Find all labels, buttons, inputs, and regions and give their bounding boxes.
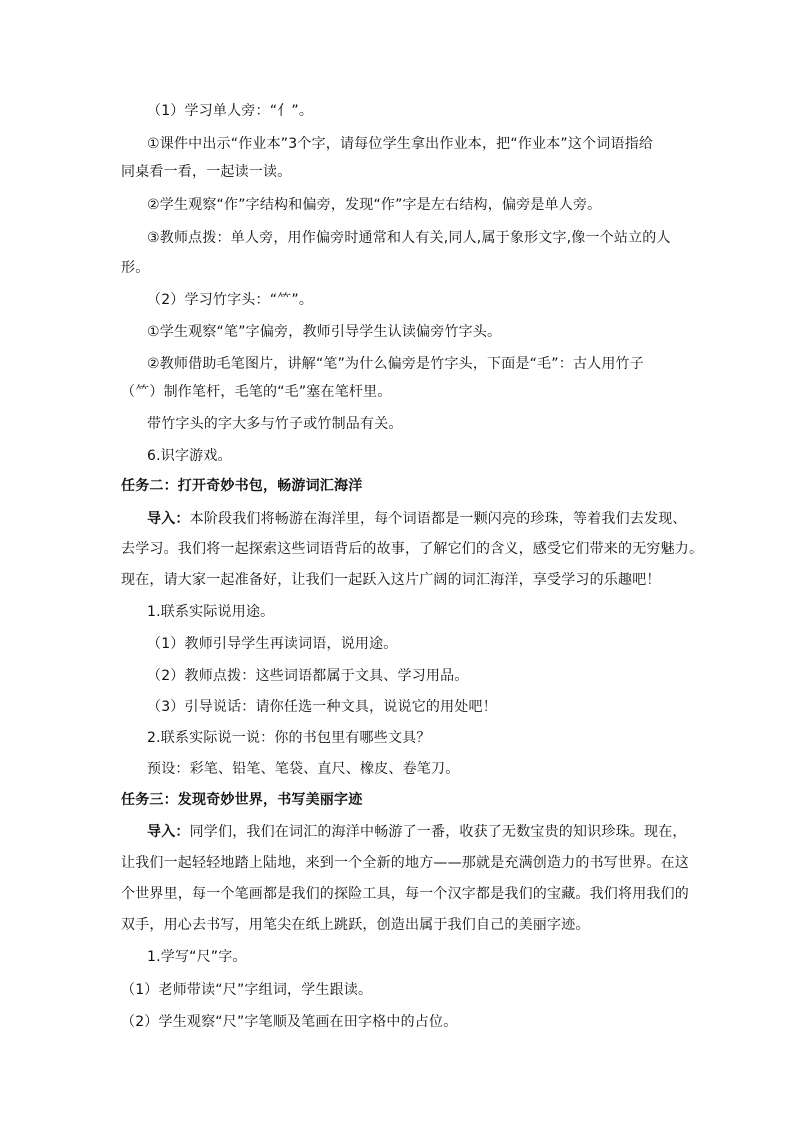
paragraph: 预设：彩笔、铅笔、笔袋、直尺、橡皮、卷笔刀。 (147, 761, 460, 777)
paragraph: 现在，请大家一起准备好，让我们一起跃入这片广阔的词汇海洋，享受学习的乐趣吧！ (121, 572, 661, 588)
paragraph: （2）学习竹字头：“⺮”。 (147, 292, 314, 308)
paragraph: （⺮）制作笔杆，毛笔的“毛”塞在笔杆里。 (121, 384, 392, 400)
paragraph: ②学生观察“作”字结构和偏旁，发现“作”字是左右结构，偏旁是单人旁。 (147, 197, 602, 213)
paragraph: 让我们一起轻轻地踏上陆地，来到一个全新的地方——那就是充满创造力的书写世界。在这 (121, 855, 689, 871)
paragraph: 同桌看一看，一起读一读。 (121, 164, 292, 180)
paragraph: （2）学生观察“尺”字笔顺及笔画在田字格中的占位。 (121, 1014, 458, 1030)
paragraph: ①学生观察“笔”字偏旁，教师引导学生认读偏旁竹字头。 (147, 324, 502, 340)
paragraph: 双手，用心去书写，用笔尖在纸上跳跃，创造出属于我们自己的美丽字迹。 (121, 917, 590, 933)
section-heading: 任务二：打开奇妙书包，畅游词汇海洋 (121, 478, 363, 494)
paragraph: 1.学写“尺”字。 (147, 949, 247, 965)
section-heading: 任务三：发现奇妙世界，书写美丽字迹 (121, 792, 363, 808)
paragraph: 6.识字游戏。 (147, 448, 232, 464)
intro-label: 导入： (147, 824, 190, 840)
paragraph: （3）引导说话：请你任选一种文具，说说它的用处吧！ (147, 699, 497, 715)
intro-text: 同学们，我们在词汇的海洋中畅游了一番，收获了无数宝贵的知识珍珠。现在， (189, 824, 687, 840)
paragraph: ③教师点拨：单人旁，用作偏旁时通常和人有关,同人,属于象形文字,像一个站立的人 (147, 230, 671, 246)
paragraph: ②教师借助毛笔图片，讲解“笔”为什么偏旁是竹字头，下面是“毛”：古人用竹子 (147, 356, 644, 372)
paragraph: 去学习。我们将一起探索这些词语背后的故事，了解它们的含义，感受它们带来的无穷魅力。 (121, 541, 704, 557)
paragraph: （1）学习单人旁：“亻”。 (147, 103, 314, 119)
paragraph: 形。 (121, 260, 150, 276)
intro-label: 导入： (147, 511, 190, 527)
intro-text: 本阶段我们将畅游在海洋里，每个词语都是一颗闪亮的珍珠，等着我们去发现、 (189, 511, 687, 527)
paragraph (147, 509, 687, 529)
paragraph: 1.联系实际说用途。 (147, 604, 275, 620)
paragraph (147, 822, 687, 842)
paragraph: 带竹字头的字大多与竹子或竹制品有关。 (147, 416, 403, 432)
paragraph: ①课件中出示“作业本”3个字，请每位学生拿出作业本，把“作业本”这个词语指给 (147, 136, 654, 152)
paragraph: 个世界里，每一个笔画都是我们的探险工具，每一个汉字都是我们的宝藏。我们将用我们的 (121, 886, 689, 902)
paragraph: （1）老师带读“尺”字组词，学生跟读。 (121, 982, 373, 998)
paragraph: （1）教师引导学生再读词语，说用途。 (147, 636, 398, 652)
paragraph: （2）教师点拨：这些词语都属于文具、学习用品。 (147, 668, 469, 684)
paragraph: 2.联系实际说一说：你的书包里有哪些文具？ (147, 730, 431, 746)
